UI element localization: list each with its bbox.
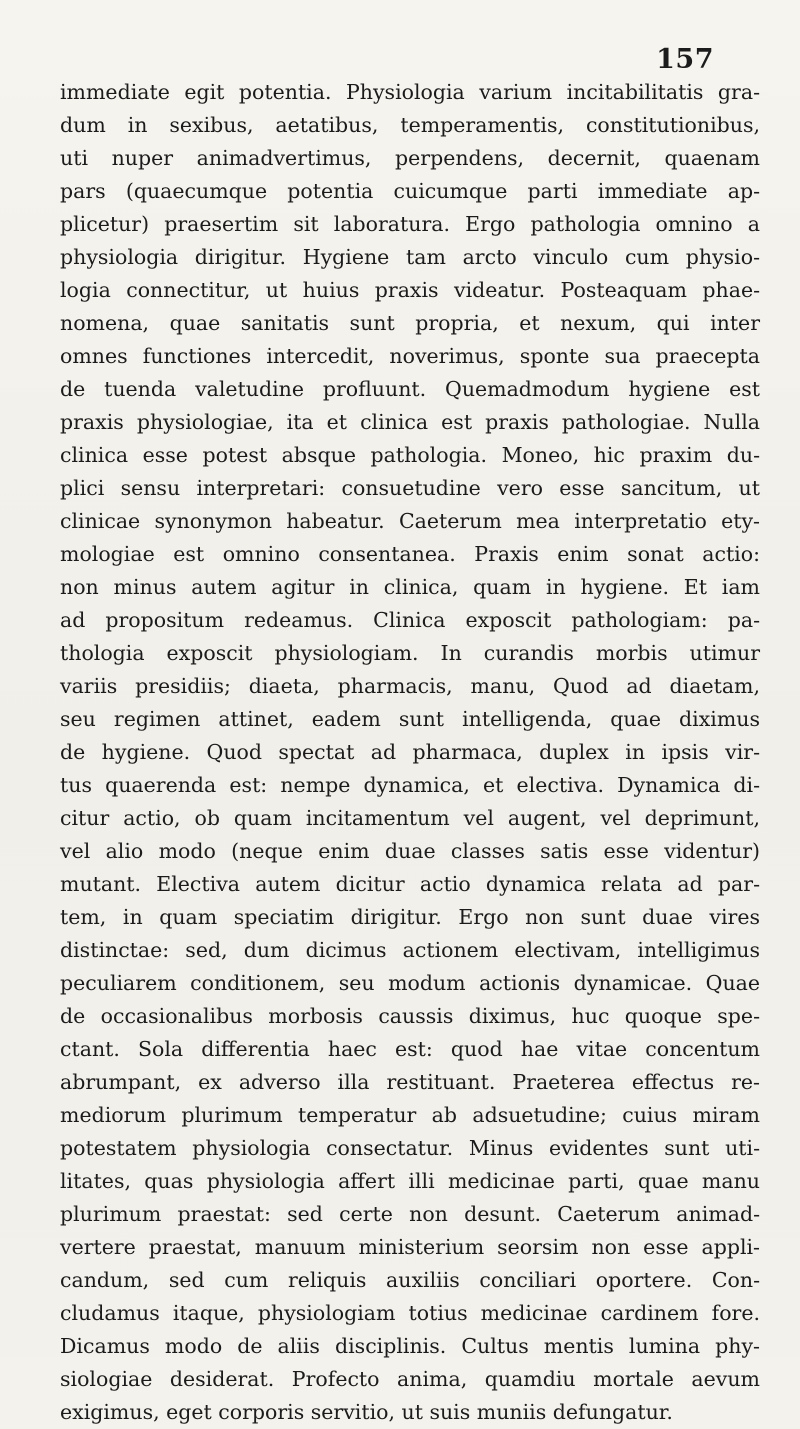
text-line: variis presidiis; diaeta, pharmacis, manu, Quod ad diaetam, (60, 674, 760, 698)
page-number: 157 (656, 44, 714, 75)
text-line: vel alio modo (neque enim duae classes satis esse videntur) (60, 839, 760, 863)
text-line: tem, in quam speciatim dirigitur. Ergo non sunt duae vires (60, 905, 760, 929)
text-line: non minus autem agitur in clinica, quam in hygiene. Et iam (60, 575, 760, 599)
text-line: de tuenda valetudine profluunt. Quemadmodum hygiene est (60, 377, 760, 401)
text-line: mutant. Electiva autem dicitur actio dynamica relata ad par- (60, 872, 760, 896)
text-line: peculiarem conditionem, seu modum actionis dynamicae. Quae (60, 971, 760, 995)
text-line: candum, sed cum reliquis auxiliis conciliari oportere. Con- (60, 1268, 760, 1292)
text-line: clinica esse potest absque pathologia. Moneo, hic praxim du- (60, 443, 760, 467)
text-line: ctant. Sola differentia haec est: quod hae vitae concentum (60, 1037, 760, 1061)
text-line: immediate egit potentia. Physiologia varium incitabilitatis gra- (60, 80, 760, 104)
text-line: litates, quas physiologia affert illi medicinae parti, quae manu (60, 1169, 760, 1193)
text-line: dum in sexibus, aetatibus, temperamentis, constitutionibus, (60, 113, 760, 137)
text-line: uti nuper animadvertimus, perpendens, decernit, quaenam (60, 146, 760, 170)
text-line: Dicamus modo de aliis disciplinis. Cultus mentis lumina phy- (60, 1334, 760, 1358)
text-line: pars (quaecumque potentia cuicumque parti immediate ap- (60, 179, 760, 203)
text-line: thologia exposcit physiologiam. In curandis morbis utimur (60, 641, 760, 665)
text-line: plici sensu interpretari: consuetudine vero esse sancitum, ut (60, 476, 760, 500)
text-line: mediorum plurimum temperatur ab adsuetudine; cuius miram (60, 1103, 760, 1127)
text-line: de hygiene. Quod spectat ad pharmaca, duplex in ipsis vir- (60, 740, 760, 764)
text-line: physiologia dirigitur. Hygiene tam arcto vinculo cum physio- (60, 245, 760, 269)
text-line: seu regimen attinet, eadem sunt intelligenda, quae diximus (60, 707, 760, 731)
body-text (60, 76, 760, 1429)
text-line: tus quaerenda est: nempe dynamica, et electiva. Dynamica di- (60, 773, 760, 797)
text-line: nomena, quae sanitatis sunt propria, et nexum, qui inter (60, 311, 760, 335)
text-line: clinicae synonymon habeatur. Caeterum mea interpretatio ety- (60, 509, 760, 533)
text-line: citur actio, ob quam incitamentum vel augent, vel deprimunt, (60, 806, 760, 830)
text-line: ad propositum redeamus. Clinica exposcit pathologiam: pa- (60, 608, 760, 632)
text-line: praxis physiologiae, ita et clinica est praxis pathologiae. Nulla (60, 410, 760, 434)
text-line: omnes functiones intercedit, noverimus, sponte sua praecepta (60, 344, 760, 368)
text-line: vertere praestat, manuum ministerium seorsim non esse appli- (60, 1235, 760, 1259)
text-line: de occasionalibus morbosis caussis diximus, huc quoque spe- (60, 1004, 760, 1028)
text-line: plicetur) praesertim sit laboratura. Ergo pathologia omnino a (60, 212, 760, 236)
text-line: abrumpant, ex adverso illa restituant. Praeterea effectus re- (60, 1070, 760, 1094)
text-line: plurimum praestat: sed certe non desunt. Caeterum animad- (60, 1202, 760, 1226)
text-line: potestatem physiologia consectatur. Minus evidentes sunt uti- (60, 1136, 760, 1160)
text-line: mologiae est omnino consentanea. Praxis enim sonat actio: (60, 542, 760, 566)
text-line: distinctae: sed, dum dicimus actionem electivam, intelligimus (60, 938, 760, 962)
text-line: cludamus itaque, physiologiam totius medicinae cardinem fore. (60, 1301, 760, 1325)
text-line: siologiae desiderat. Profecto anima, quamdiu mortale aevum (60, 1367, 760, 1391)
text-line: logia connectitur, ut huius praxis videatur. Posteaquam phae- (60, 278, 760, 302)
text-line: exigimus, eget corporis servitio, ut suis muniis defungatur. (60, 1400, 673, 1424)
